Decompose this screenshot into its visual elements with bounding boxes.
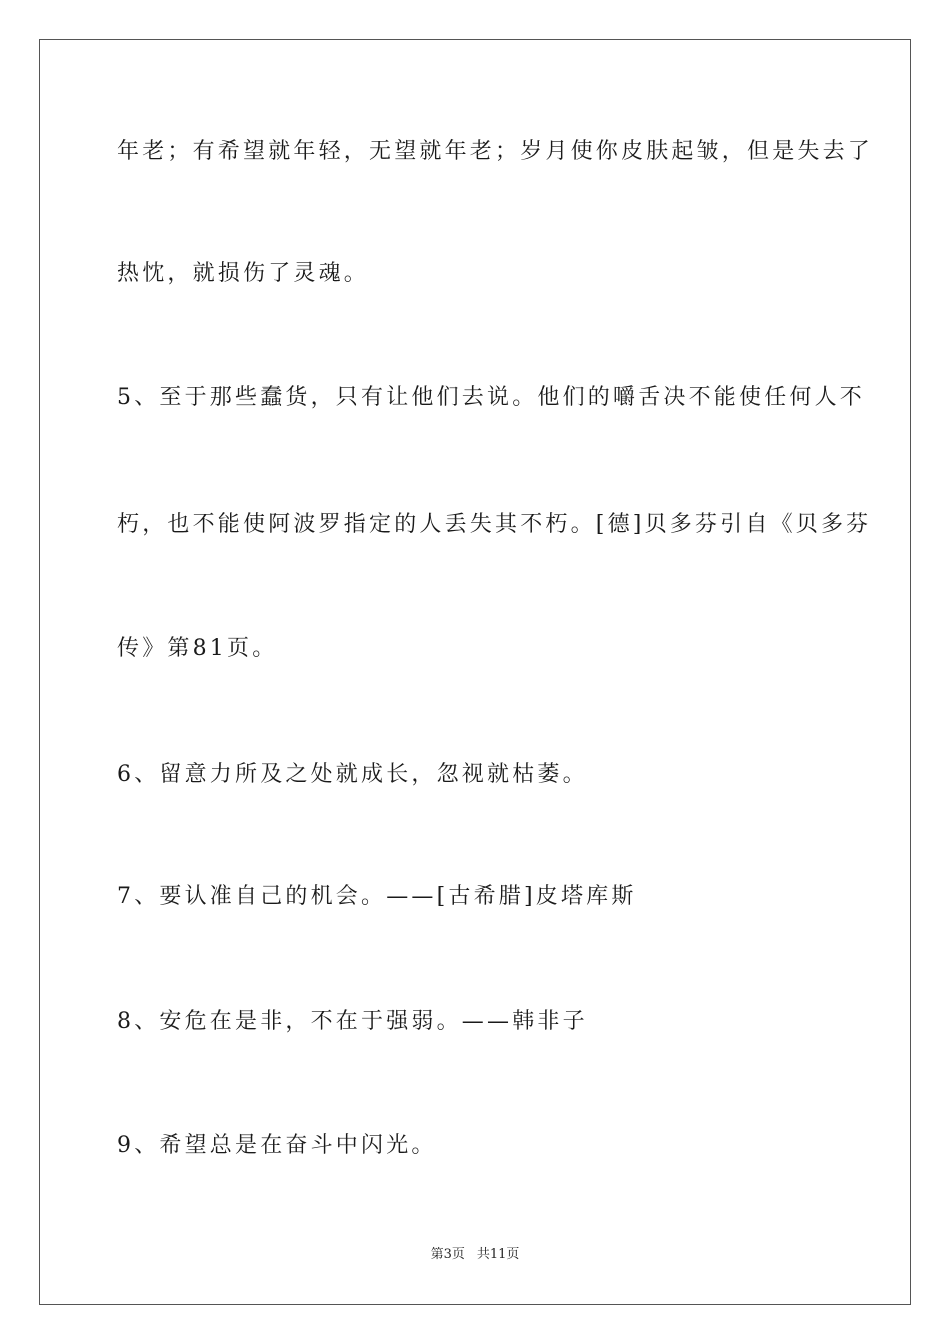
page-total: 共11页 xyxy=(476,1247,520,1262)
page-number: 第3页 xyxy=(430,1247,465,1262)
text-line: 朽，也不能使阿波罗指定的人丢失其不朽。[德]贝多芬引自《贝多芬 xyxy=(117,512,872,537)
text-line: 8、安危在是非，不在于强弱。——韩非子 xyxy=(117,1009,588,1034)
text-line: 7、要认准自己的机会。——[古希腊]皮塔库斯 xyxy=(117,884,637,909)
text-line: 5、至于那些蠢货，只有让他们去说。他们的嚼舌决不能使任何人不 xyxy=(117,385,865,410)
page-footer xyxy=(0,1246,950,1264)
page-border xyxy=(39,39,911,1305)
text-line: 6、留意力所及之处就成长，忽视就枯萎。 xyxy=(117,762,588,787)
text-line: 年老；有希望就年轻，无望就年老；岁月使你皮肤起皱，但是失去了 xyxy=(117,139,874,164)
text-line: 传》第81页。 xyxy=(117,636,278,661)
text-line: 热忱，就损伤了灵魂。 xyxy=(117,261,370,286)
text-line: 9、希望总是在奋斗中闪光。 xyxy=(117,1133,437,1158)
